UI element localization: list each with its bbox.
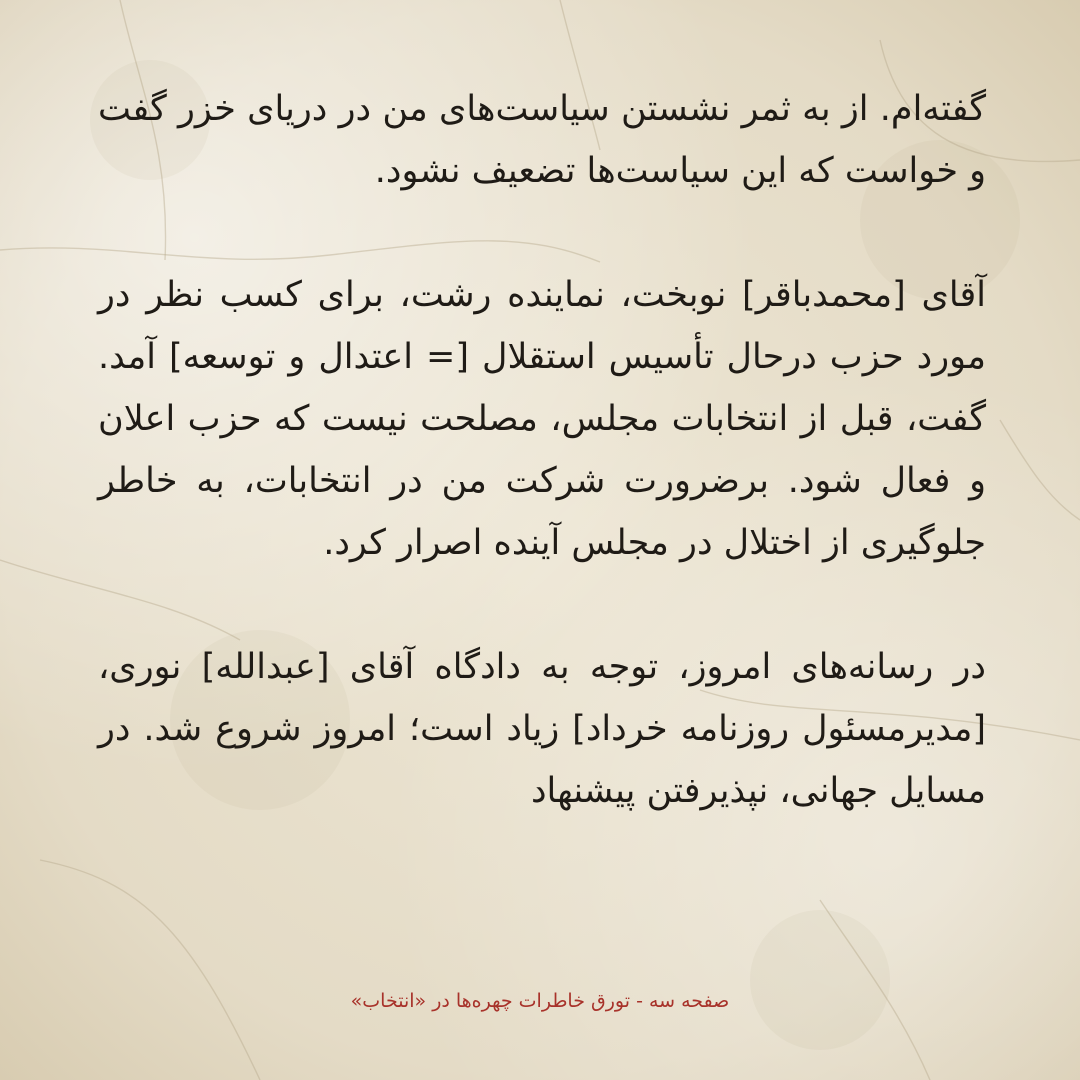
page-footer-caption: صفحه سه - تورق خاطرات چهره‌ها در «انتخاب»	[350, 990, 730, 1012]
article-body	[98, 78, 986, 822]
paragraph-2: آقای [محمدباقر] نوبخت، نماینده رشت، برای کسب نظر در مورد حزب درحال تأسیس استقلال [= اعتدال و توسعه] آمد. گفت، قبل از انتخابات مجلس، مصلحت نیست که حزب اعلان و فعال شود. برضرورت شرکت من در انتخابات، به خاطر جلوگیری از اختلال در مجلس آینده اصرار کرد.	[98, 275, 986, 563]
paragraph-1: گفته‌ام. از به ثمر نشستن سیاست‌های من در دریای خزر گفت و خواست که این سیاست‌ها تضعیف نشود.	[98, 89, 986, 191]
paragraph-3: در رسانه‌های امروز، توجه به دادگاه آقای [عبدالله] نوری، [مدیرمسئول روزنامه خرداد] زیاد است؛ امروز شروع شد. در مسایل جهانی، نپذیرفتن پیشنهاد	[98, 647, 986, 811]
